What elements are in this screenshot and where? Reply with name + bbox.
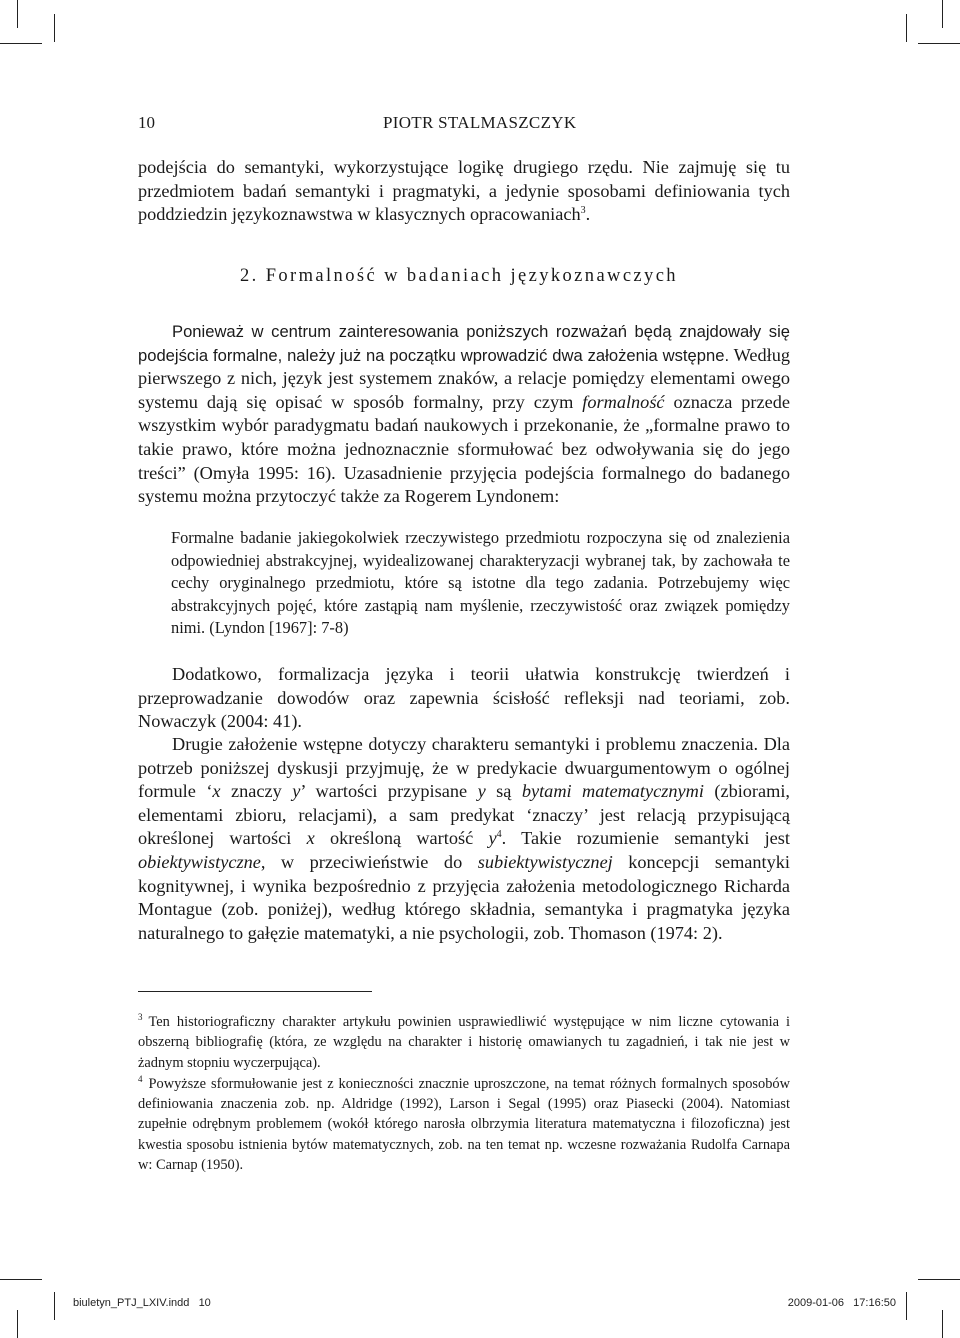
p3-t3: ’ wartości przypisane bbox=[300, 781, 478, 802]
p3-i2: y bbox=[292, 781, 301, 802]
crop-mark bbox=[54, 1292, 55, 1320]
p3-t4: są bbox=[485, 781, 522, 802]
page-number: 10 bbox=[138, 113, 155, 132]
para1-text-b: oznacza przede wszystkim wybór paradygmatu badań naukowych i przekonanie, że „formalne prawo to takie prawo, które można jednoznacznie sformułować bez odwoływania się do jego treści” (Omyła 1995: 16). Uzasadnienie przyjęcia podejścia formalnego do badanego systemu można przytoczyć także za Rogerem Lyndonem: bbox=[138, 391, 790, 507]
p3-t7: . Takie rozumienie semantyki jest bbox=[501, 828, 790, 849]
p3-t5: (zbiorami, elementami zbioru, relacjami), a sam predykat ‘znaczy’ jest relacją przypisującą określonej wartości bbox=[138, 781, 790, 849]
intro-text-end: . bbox=[585, 204, 591, 225]
crop-mark bbox=[54, 14, 55, 42]
crop-mark bbox=[906, 1292, 907, 1320]
footnotes bbox=[138, 1012, 790, 1175]
para1-lead: Ponieważ w centrum zainteresowania poniższych rozważań będą znajdowały się podejścia formalne, należy już na początku wprowadzić dwa założenia wstępne. bbox=[138, 322, 790, 365]
intro-paragraph bbox=[138, 156, 790, 227]
para2-text: Dodatkowo, formalizacja języka i teorii ułatwia konstrukcję twierdzeń i przeprowadzanie dowodów oraz zapewnia ścisłość refleksji nad teoriami, zob. Nowaczyk (2004: 41). bbox=[138, 664, 790, 732]
crop-mark bbox=[942, 0, 943, 28]
p3-i3: y bbox=[477, 781, 486, 802]
block-quote: Formalne badanie jakiegokolwiek rzeczywistego przedmiotu rozpoczyna się od znalezienia odpowiedniej abstrakcyjnej, wyidealizowanej charakteryzacji wybranej tak, by zachowała te cechy oryginalnego przedmiotu, które są istotne dla tego zadania. Potrzebujemy więc abstrakcyjnych pojęć, które zastąpią nam myślenie, rzeczywistość oraz związek pomiędzy nimi. (Lyndon [1967]: 7-8) bbox=[171, 528, 790, 638]
crop-mark bbox=[942, 1310, 943, 1338]
footnote-number: 4 bbox=[138, 1074, 143, 1085]
footnote-number: 3 bbox=[138, 1012, 143, 1023]
paragraph-3 bbox=[138, 733, 790, 945]
paragraph-2 bbox=[138, 663, 790, 734]
section-heading: 2. Formalność w badaniach językoznawczych bbox=[240, 266, 678, 286]
crop-mark bbox=[17, 0, 18, 28]
slug-filename: biuletyn_PTJ_LXIV.indd 10 bbox=[73, 1297, 211, 1309]
term-formalnosc: formalność bbox=[582, 391, 665, 412]
p3-t9: koncepcji semantyki kognitywnej, i wynika bezpośrednio z przyjęcia założenia metodologicznego Richarda Montague (zob. poniżej), według którego składnia, semantyka i pragmatyka języka naturalnego to gałęzie matematyki, a nie psychologii, zob. Thomason (1974: 2). bbox=[138, 851, 790, 943]
p3-i7: obiektywistyczne bbox=[138, 851, 261, 872]
p3-i4: bytami matematycznymi bbox=[521, 781, 704, 802]
p3-t2: znaczy bbox=[220, 781, 293, 802]
running-head: PIOTR STALMASZCZYK bbox=[383, 113, 577, 132]
footnote-text: Ten historiograficzny charakter artykułu powinien usprawiedliwić występujące w nim liczne cytowania i obszerną bibliografię (która, ze względu na charakter i historię omawianych tu zagadnień, i tak nie jest w żadnym stopniu wyczerpująca). bbox=[138, 1014, 790, 1071]
footnote bbox=[138, 1074, 790, 1175]
footnote-rule bbox=[138, 991, 372, 992]
paragraph-1 bbox=[138, 320, 790, 509]
p3-t1: Drugie założenie wstępne dotyczy charakteru semantyki i problemu znaczenia. Dla potrzeb poniższej dyskusji przyjmuję, że w predykacie dwuargumentowym o ogólnej formule ‘ bbox=[138, 734, 790, 802]
para1-text-a: Według pierwszego z nich, język jest systemem znaków, a relacje pomiędzy elementami owego systemu dają się opisać w sposób formalny, przy czym bbox=[138, 344, 790, 412]
crop-mark bbox=[906, 14, 907, 42]
p3-t8: , w przeciwieństwie do bbox=[260, 851, 478, 872]
slug-timestamp: 2009-01-06 17:16:50 bbox=[787, 1297, 896, 1309]
footnote-ref-3: 3 bbox=[580, 205, 586, 217]
crop-mark bbox=[0, 1279, 42, 1280]
p3-i6: y bbox=[488, 828, 497, 849]
crop-mark bbox=[918, 1279, 960, 1280]
p3-i1: x bbox=[212, 781, 221, 802]
footnote-ref-4: 4 bbox=[496, 829, 502, 841]
p3-i5: x bbox=[306, 828, 315, 849]
crop-mark bbox=[918, 43, 960, 44]
p3-t6: określoną wartość bbox=[314, 828, 489, 849]
footnote-text: Powyższe sformułowanie jest z konieczności znacznie uproszczone, na temat różnych formalnych sposobów definiowania znaczenia zob. np. Aldridge (1992), Larson i Segal (1995) oraz Piasecki (2004). Natomiast zupełnie odrębnym problemem (wokół którego narosła olbrzymia literatura matematyczna i filozoficzna) jest kwestia sposobu istnienia bytów matematycznych, zob. na ten temat np. wczesne rozważania Rudolfa Carnapa w: Carnap (1950). bbox=[138, 1075, 790, 1174]
crop-mark bbox=[0, 43, 42, 44]
footnote bbox=[138, 1012, 790, 1073]
crop-mark bbox=[17, 1310, 18, 1338]
intro-text: podejścia do semantyki, wykorzystujące logikę drugiego rzędu. Nie zajmuję się tu przedmiotem badań semantyki i pragmatyki, a jedynie sposobami definiowania tych poddziedzin językoznawstwa w klasycznych opracowaniach bbox=[138, 157, 790, 225]
p3-i8: subiektywistycznej bbox=[477, 851, 613, 872]
